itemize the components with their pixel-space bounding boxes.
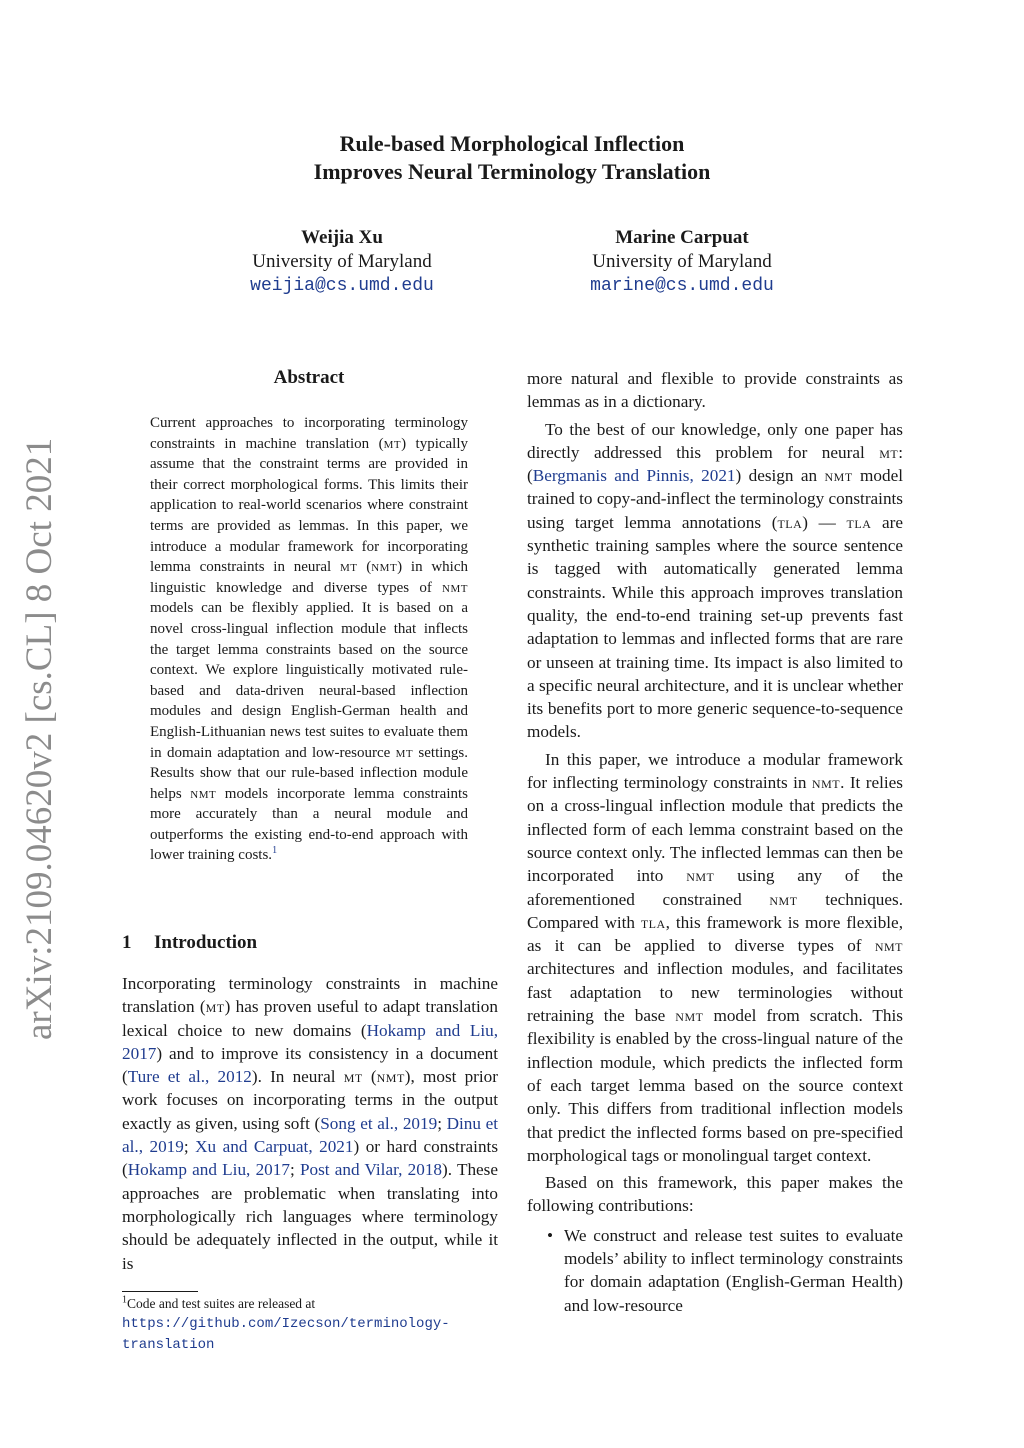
author-block (560, 226, 804, 298)
abstract-heading: Abstract (273, 367, 345, 388)
footnote-ref-link[interactable]: 1 (272, 845, 278, 857)
footnote-divider (122, 1291, 198, 1292)
arxiv-identifier: arXiv:2109.04620v2 [cs.CL] 8 Oct 2021 (19, 437, 60, 1040)
paragraph: more natural and flexible to provide constraints as lemmas as in a dictionary. (527, 369, 903, 412)
citation-link[interactable]: Bergmanis and Pinnis, 2021 (532, 466, 736, 486)
author-name: Marine Carpuat (615, 227, 749, 248)
citation-link[interactable]: Xu and Carpuat, 2021 (195, 1137, 354, 1157)
citation-link[interactable]: Dinu et al., 2019 (122, 1113, 499, 1157)
paper-title (200, 130, 824, 186)
author-email-link[interactable]: marine@cs.umd.edu (590, 276, 774, 296)
paragraph: In this paper, we introduce a modular framework for inflecting terminology constraints in nmt. It relies on a cross-lingual inflection module that predicts the inflected form of each lemma constraint based on the source context only. The inflected lemmas can then be incorporated into nmt using any of the aforementioned constrained nmt techniques. Compared with tla, this framework is more flexible, as it can be applied to diverse types of nmt architectures and inflection modules, and facilitates fast adaptation to new terminologies without retraining the base nmt model from scratch. This flexibility is enabled by the cross-lingual nature of the inflection module, which predicts the inflected form of each target lemma based on the source context only. This differs from traditional inflection models that predict the inflected forms based on pre-specified morphological tags or monolingual target context. (527, 749, 903, 1165)
author-affiliation: University of Maryland (592, 251, 772, 272)
citation-link[interactable]: Song et al., 2019 (320, 1113, 438, 1133)
title-line-1: Rule-based Morphological Inflection (339, 131, 685, 156)
citation-link[interactable]: Hokamp and Liu, 2017 (127, 1160, 290, 1180)
paragraph: To the best of our knowledge, only one paper has directly addressed this problem for neural mt: (Bergmanis and Pinnis, 2021) design an nmt model trained to copy-and-inflect the terminology constraints using target lemma annotations (tla) — tla are synthetic training samples where the source sentence is tagged with automatically generated lemma constraints. While this approach improves translation quality, the end-to-end training set-up prevents fast adaptation to lemmas and inflected forms that are rare or unseen at training time. Its impact is also limited to a specific neural architecture, and it is unclear whether its benefits port to more generic sequence-to-sequence models. (527, 419, 904, 742)
citation-link[interactable]: Post and Vilar, 2018 (299, 1160, 443, 1180)
list-item: • We construct and release test suites to evaluate models’ ability to inflect terminology constraints for domain adaptation (English-German Health) and low-resource (547, 1225, 903, 1315)
citation-link[interactable]: Hokamp and Liu, 2017 (122, 1020, 498, 1063)
author-block (220, 226, 464, 298)
abstract-text: Current approaches to incorporating terminology constraints in machine translation (mt) typically assume that the constraint terms are provided in their correct morphological forms. This limits their application to real-world scenarios where constraint terms are provided as lemmas. In this paper, we introduce a modular framework for incorporating lemma constraints in neural mt (nmt) in which linguistic knowledge and diverse types of nmt models can be flexibly applied. It is based on a novel cross-lingual inflection module that inflects the target lemma constraints based on the source context. We explore linguistically motivated rule-based and data-driven neural-based inflection modules and design English-German health and English-Lithuanian news test suites to evaluate them in domain adaptation and low-resource mt settings. Results show that our rule-based inflection module helps nmt models incorporate lemma constraints more accurately than a neural module and outperforms the existing end-to-end approach with lower training costs.$^1$ (150, 415, 469, 864)
author-affiliation: University of Maryland (252, 251, 432, 272)
intro-right-column (527, 367, 903, 1317)
footnote-url-link[interactable]: https://github.com/Izecson/terminology-translation (122, 1316, 450, 1353)
paragraph: Based on this framework, this paper makes the following contributions: (527, 1173, 903, 1216)
intro-paragraph: Incorporating terminology constraints in machine translation (mt) has proven useful to adapt translation lexical choice to new domains (Hokamp and Liu, 2017) and to improve its consistency in a document (Ture et al., 2012). In neural mt (nmt), most prior work focuses on incorporating terms in the output exactly as given, using soft (Song et al., 2019; Dinu et al., 2019; Xu and Carpuat, 2021) or hard constraints (Hokamp and Liu, 2017; Post and Vilar, 2018). These approaches are problematic when translating into morphologically rich languages where terminology should be adequately inflected in the output, while it is (122, 974, 499, 1273)
author-name: Weijia Xu (301, 227, 383, 248)
contributions-list (527, 1224, 903, 1317)
author-email-link[interactable]: weijia@cs.umd.edu (250, 276, 434, 296)
intro-left-column (122, 972, 498, 1275)
bullet-icon: • (547, 1225, 554, 1245)
citation-link[interactable]: Ture et al., 2012 (127, 1067, 252, 1087)
section-heading-introduction: 1 Introduction (122, 932, 258, 953)
title-line-2: Improves Neural Terminology Translation (313, 159, 711, 184)
footnote: $^1$Code and test suites are released at https://github.com/Izecson/terminology-translation (122, 1294, 450, 1353)
